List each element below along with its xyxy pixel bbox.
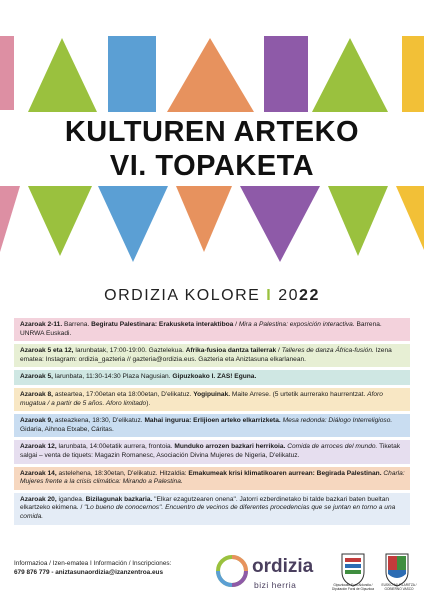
triangle-green2-bottom (328, 186, 388, 256)
event-text: Barrena. UNRWA Euskadi. (20, 321, 382, 337)
event-item (14, 440, 410, 463)
event-text: larunbata, 14:00etatik aurrera, frontoia. (56, 443, 175, 451)
ordizia-logo-tagline: bizi herria (254, 580, 297, 590)
event-text: Maite Arrese. (5 urtetik aurrerako haurrentzat. (230, 390, 368, 398)
event-title-translation: "Lo bueno de conocernos". Encuentro de vecinos de diferentes procedencias que se juntan en torno a una comida. (20, 504, 396, 520)
event-title-translation: Comida de arroces del mundo. (287, 443, 378, 451)
event-item (14, 344, 410, 367)
triangle-yellow-bottom (396, 186, 424, 250)
triangle-green-bottom (28, 186, 92, 256)
event-date: Azaroak 5, (20, 373, 53, 381)
ordizia-logo-text: ordizia (252, 556, 314, 577)
triangle-orange-bottom (176, 186, 232, 252)
event-text: astelehena, 18:30etan, D'elikatuz. Hitzaldia: (56, 469, 189, 477)
shape-blue-bar-top (108, 36, 156, 112)
event-item (14, 414, 410, 437)
event-title-line1: KULTUREN ARTEKO (64, 116, 360, 148)
triangle-green-top (28, 38, 97, 112)
event-title-translation: Aforo mugatua / a partir de 5 años. Aforo limitado (20, 390, 383, 407)
event-text: asteartea, 17:00etan eta 18:00etan, D'elikatuz. (53, 390, 194, 398)
shape-purple-bar-top (264, 36, 308, 112)
triangle-orange-top (167, 38, 254, 112)
event-title-translation: Talleres de danza África-fusión. (281, 347, 374, 355)
subtitle-name: ORDIZIA KOLORE (104, 287, 261, 304)
event-title: Munduko arrozen bazkari herrikoia. (174, 443, 286, 451)
subtitle-year-bold: 22 (299, 287, 320, 304)
shape-yellow-bar-top (402, 36, 424, 112)
event-text: / (276, 347, 282, 355)
event-item (14, 467, 410, 490)
event-text: larunbatak, 17:00-19:00. Gaztelekua. (73, 347, 186, 355)
event-text: Izena ematea: Instagram: ordizia_gazteria // gazteria@ordizia.eus. Gazteria eta Aniztasuna elkarlanean. (20, 347, 392, 363)
event-text: igandea. (56, 495, 86, 503)
event-date: Azaroak 12, (20, 443, 57, 451)
event-item (14, 493, 410, 525)
event-title-translation: Mesa redonda: Diálogo Interreligioso. (282, 417, 393, 425)
event-subtitle (0, 287, 424, 305)
event-title-translation: Charla: Mujeres frente a la crisis climática: Mirando a Palestina. (20, 469, 405, 486)
event-item (14, 318, 410, 341)
event-text: / (233, 321, 239, 328)
event-date: Azaroak 14, (20, 469, 57, 477)
subtitle-year-regular: 20 (278, 287, 300, 304)
event-title: Mahai ingurua: Erlijioen arteko elkarrizketa. (144, 417, 281, 425)
eusko-jaurlaritza-crest-label: EUSKO JAURLARITZA / GOBIERNO VASCO (381, 583, 417, 591)
event-title: Begiratu Palestinara: Erakusketa interaktiboa (91, 321, 234, 328)
footer-phone-email: 679 876 779 - aniztasunaordizia@izanzentroa.eus (14, 568, 164, 576)
events-list (14, 318, 410, 528)
event-title: Gipuzkoako I. ZAS! Eguna. (172, 373, 257, 381)
triangle-green2-top (312, 38, 388, 112)
subtitle-separator: I (266, 287, 273, 304)
footer-contact (14, 560, 214, 577)
event-date: Azaroak 2-11. (20, 321, 63, 328)
event-date: Azaroak 20, (20, 495, 57, 503)
triangle-purple-bottom (240, 186, 320, 262)
event-text: asteazkena, 18:30, D'elikatuz. (53, 417, 145, 425)
event-text: "Elkar ezagutzearen onena". Jatorri ezberdinetako bi talde bazkari baten bueltan elkartzeko ekimena. / (20, 495, 390, 512)
event-text: ). (146, 399, 151, 407)
triangle-pink-bottom (0, 186, 20, 252)
event-text: Gidaria, Aihnoa Etxabe, Cáritas. (20, 425, 114, 433)
event-text: larunbata, 11:30-14:30 Plaza Nagusian. (53, 373, 173, 381)
event-text: Tiketak salgai – venta de tiquets: Magazin Romanesc, Asociación Divina Mujeres de Nigeria, D'elikatuz. (20, 443, 401, 459)
event-date: Azaroak 5 eta 12, (20, 347, 74, 355)
event-title: Yogipuinak. (193, 390, 231, 398)
footer-info-label: Informazioa / Izen-ematea I Información / Inscripciones: (14, 560, 172, 567)
shape-pink-bar-top (0, 36, 14, 110)
triangle-blue-bottom (98, 186, 168, 262)
event-date: Azaroak 9, (20, 417, 53, 425)
event-title: Bizilagunak bazkaria. (85, 495, 153, 503)
event-title: Emakumeak krisi klimatikoaren aurrean: Begirada Palestinan. (188, 469, 382, 477)
event-title: Afrika-fusioa dantza tailerrak (185, 347, 277, 355)
event-text: Barrena. (62, 321, 92, 328)
event-item (14, 388, 410, 411)
event-title-translation: Mira a Palestina: exposición interactiva. (238, 321, 355, 328)
event-item (14, 370, 410, 385)
gipuzkoa-crest-label: Gipuzkoako Foru Aldundia / Diputación Foral de Gipuzkoa (332, 583, 374, 591)
event-date: Azaroak 8, (20, 390, 53, 398)
event-title-line2: VI. TOPAKETA (109, 150, 315, 182)
